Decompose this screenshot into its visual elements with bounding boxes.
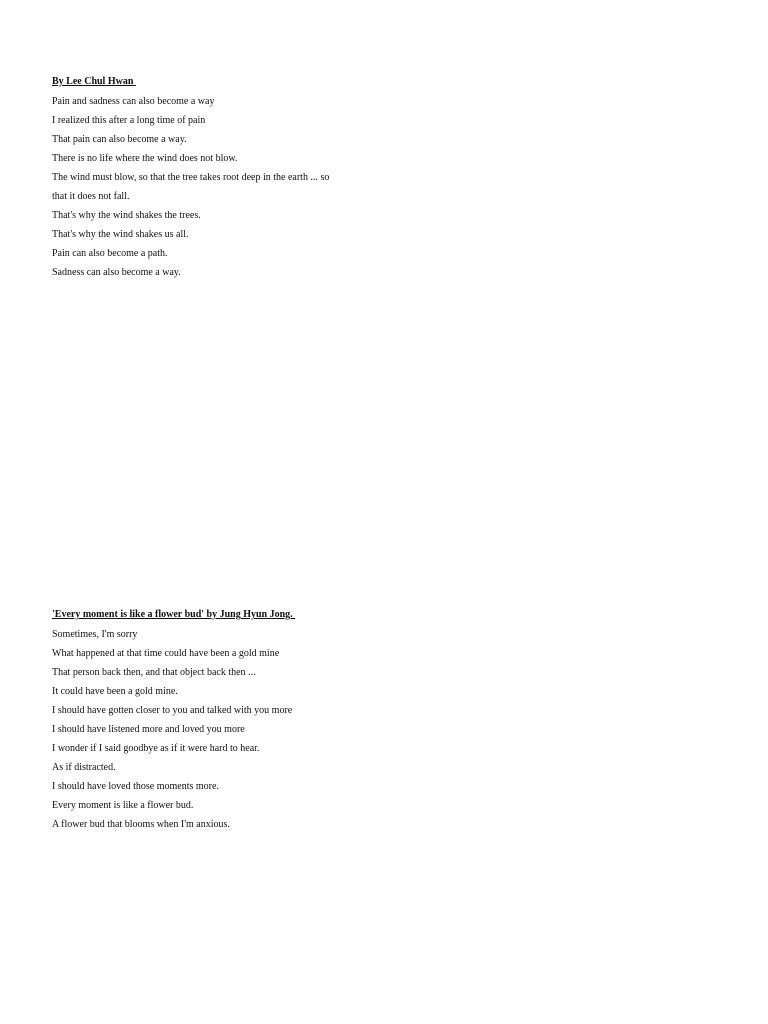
poem-line: The wind must blow, so that the tree takes root deep in the earth ... so xyxy=(52,172,330,183)
poem-line: Pain can also become a path. xyxy=(52,248,168,259)
poem-line: It could have been a gold mine. xyxy=(52,686,178,697)
poem-lee-chul-hwan xyxy=(52,73,732,282)
poem-line: I should have gotten closer to you and talked with you more xyxy=(52,705,293,716)
poem-line: Pain and sadness can also become a way xyxy=(52,96,215,107)
poem-line: There is no life where the wind does not blow. xyxy=(52,153,238,164)
poem-line: That person back then, and that object back then ... xyxy=(52,667,256,678)
poem-line: As if distracted. xyxy=(52,762,116,773)
poem-line: Every moment is like a flower bud. xyxy=(52,800,194,811)
poem-line: That pain can also become a way. xyxy=(52,134,187,145)
poem-line: I should have listened more and loved you more xyxy=(52,724,245,735)
poem-line: I realized this after a long time of pain xyxy=(52,115,206,126)
poem-line: Sometimes, I'm sorry xyxy=(52,629,138,640)
poem-title: By Lee Chul Hwan xyxy=(52,76,136,87)
poem-line: that it does not fall. xyxy=(52,191,130,202)
poem-line: I wonder if I said goodbye as if it were hard to hear. xyxy=(52,743,260,754)
poem-line: Sadness can also become a way. xyxy=(52,267,181,278)
poem-jung-hyun-jong xyxy=(52,606,732,834)
poem-line: I should have loved those moments more. xyxy=(52,781,219,792)
poem-line: A flower bud that blooms when I'm anxious. xyxy=(52,819,230,830)
poem-line: That's why the wind shakes the trees. xyxy=(52,210,201,221)
poem-title: 'Every moment is like a flower bud' by Jung Hyun Jong. xyxy=(52,609,296,620)
poem-line: That's why the wind shakes us all. xyxy=(52,229,189,240)
poem-line: What happened at that time could have been a gold mine xyxy=(52,648,280,659)
